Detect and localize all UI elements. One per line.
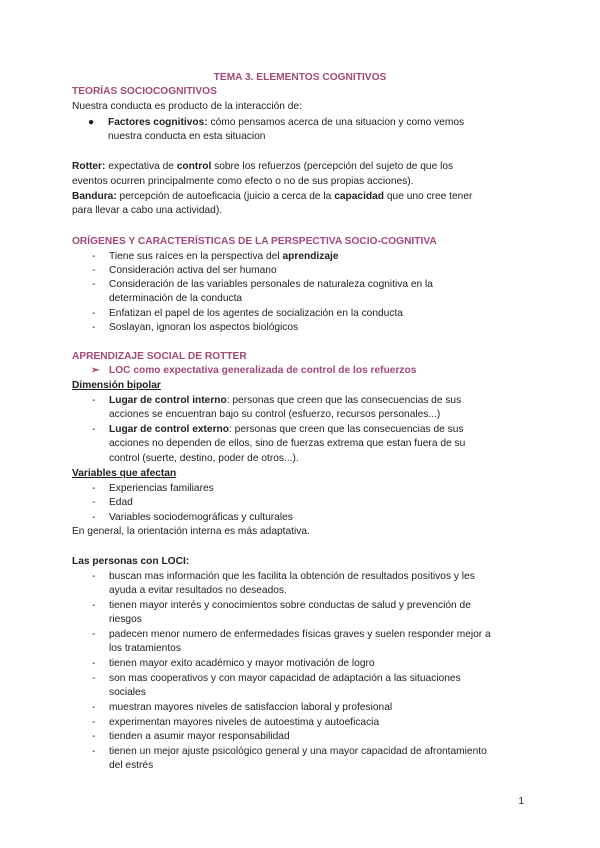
dash-icon: - [92,251,96,262]
loci-item-5-line2: sociales [109,687,146,698]
loc-subheading: LOC como expectativa generalizada de control de los refuerzos [109,365,417,376]
page-number: 1 [518,796,524,807]
bandura-line1 [72,190,472,205]
bullet-icon: ● [88,117,95,128]
section-heading-teorias: TEORÍAS SOCIOCOGNITIVOS [72,86,217,97]
loci-item-7: experimentan mayores niveles de autoestima y autoeficacia [109,717,380,728]
external-text: : personas que creen que las consecuencias de sus [229,424,464,435]
dash-icon: - [92,717,96,728]
internal-label: Lugar de control interno [109,395,227,406]
loci-item-2-line1: tienen mayor interés y conocimientos sobre conductas de salud y prevención de [109,600,471,611]
origenes-item-2: Consideración activa del ser humano [109,265,277,276]
dash-icon: - [92,746,96,757]
dimension-heading: Dimensión bipolar [72,380,161,391]
section-heading-origenes: ORÍGENES Y CARACTERÍSTICAS DE LA PERSPECTIVA SOCIO-COGNITIVA [72,236,437,247]
loci-item-6: muestran mayores niveles de satisfaccion laboral y profesional [109,702,393,713]
internal-line1 [109,394,461,409]
variables-heading: Variables que afectan [72,468,177,479]
factores-label: Factores cognitivos: [108,117,208,128]
dash-icon: - [92,658,96,669]
external-label: Lugar de control externo [109,424,230,435]
dash-icon: - [92,571,96,582]
loci-item-4: tienen mayor exito académico y mayor motivación de logro [109,658,375,669]
bandura-bold: capacidad [334,191,385,202]
dash-icon: - [92,308,96,319]
dash-icon: - [92,600,96,611]
dash-icon: - [92,629,96,640]
loci-item-9-line2: del estrés [109,760,154,771]
external-line3: control (suerte, destino, poder de otros...). [109,453,299,464]
loci-item-2-line2: riesgos [109,614,142,625]
dash-icon: - [92,702,96,713]
factores-text: cómo pensamos acerca de una situacion y como vemos [207,117,465,128]
external-line1 [109,423,463,438]
loci-item-8: tienden a asumir mayor responsabilidad [109,731,290,742]
bullet-factores-line2: nuestra conducta en esta situacion [108,131,266,142]
bandura-line2: para llevar a cabo una actividad). [72,205,223,216]
rotter-line1 [72,160,453,175]
internal-text: : personas que creen que las consecuencias de sus [226,395,462,406]
external-line2: acciones no dependen de ellos, sino de fuerzas extrema que estan fuera de su [109,438,466,449]
rotter-text-a: expectativa de [105,161,177,172]
variable-item-2: Edad [109,497,133,508]
loci-item-1-line2: ayuda a evitar resultados no deseados. [109,585,287,596]
intro-text: Nuestra conducta es producto de la interacción de: [72,101,302,112]
loci-item-9-line1: tienen un mejor ajuste psicológico general y una mayor capacidad de afrontamiento [109,746,487,757]
bullet-factores-line1 [108,116,464,131]
loci-item-5-line1: son mas cooperativos y con mayor capacidad de adaptación a las situaciones [109,673,461,684]
origenes-item-5: Soslayan, ignoran los aspectos biológicos [109,322,299,333]
rotter-text-b: sobre los refuerzos (percepción del sujeto de que los [211,161,454,172]
dash-icon: - [92,395,96,406]
bandura-label: Bandura: [72,191,117,202]
origenes-item-3-line1: Consideración de las variables personales de naturaleza cognitiva en la [109,279,433,290]
loci-item-3-line1: padecen menor numero de enfermedades físicas graves y suelen responder mejor a [109,629,491,640]
origenes-item-1-bold: aprendizaje [282,251,339,262]
section-heading-rotter: APRENDIZAJE SOCIAL DE ROTTER [72,351,247,362]
origenes-item-1-text: Tiene sus raíces en la perspectiva del [109,251,283,262]
origenes-item-1 [109,250,339,265]
arrow-icon: ➢ [91,365,100,376]
dash-icon: - [92,512,96,523]
variable-item-1: Experiencias familiares [109,483,214,494]
loci-item-3-line2: los tratamientos [109,643,181,654]
dash-icon: - [92,279,96,290]
loci-heading: Las personas con LOCI: [72,556,190,567]
dash-icon: - [92,424,96,435]
internal-line2: acciones se encuentran bajo su control (esfuerzo, recursos personales...) [109,409,441,420]
general-statement: En general, la orientación interna es más adaptativa. [72,526,310,537]
rotter-bold: control [176,161,212,172]
dash-icon: - [92,265,96,276]
origenes-item-3-line2: determinación de la conducta [109,293,243,304]
loci-item-1-line1: buscan mas información que les facilita la obtención de resultados positivos y les [109,571,475,582]
dash-icon: - [92,673,96,684]
dash-icon: - [92,322,96,333]
bandura-text-a: percepción de autoeficacia (juicio a cerca de la [116,191,335,202]
origenes-item-4: Enfatizan el papel de los agentes de socialización en la conducta [109,308,403,319]
page-title: TEMA 3. ELEMENTOS COGNITIVOS [213,72,387,83]
variable-item-3: Variables sociodemográficas y culturales [109,512,293,523]
dash-icon: - [92,731,96,742]
dash-icon: - [92,483,96,494]
rotter-line2: eventos ocurren principalmente como efecto o no de sus propias acciones). [72,176,414,187]
dash-icon: - [92,497,96,508]
bandura-text-b: que uno cree tener [384,191,473,202]
rotter-label: Rotter: [72,161,106,172]
